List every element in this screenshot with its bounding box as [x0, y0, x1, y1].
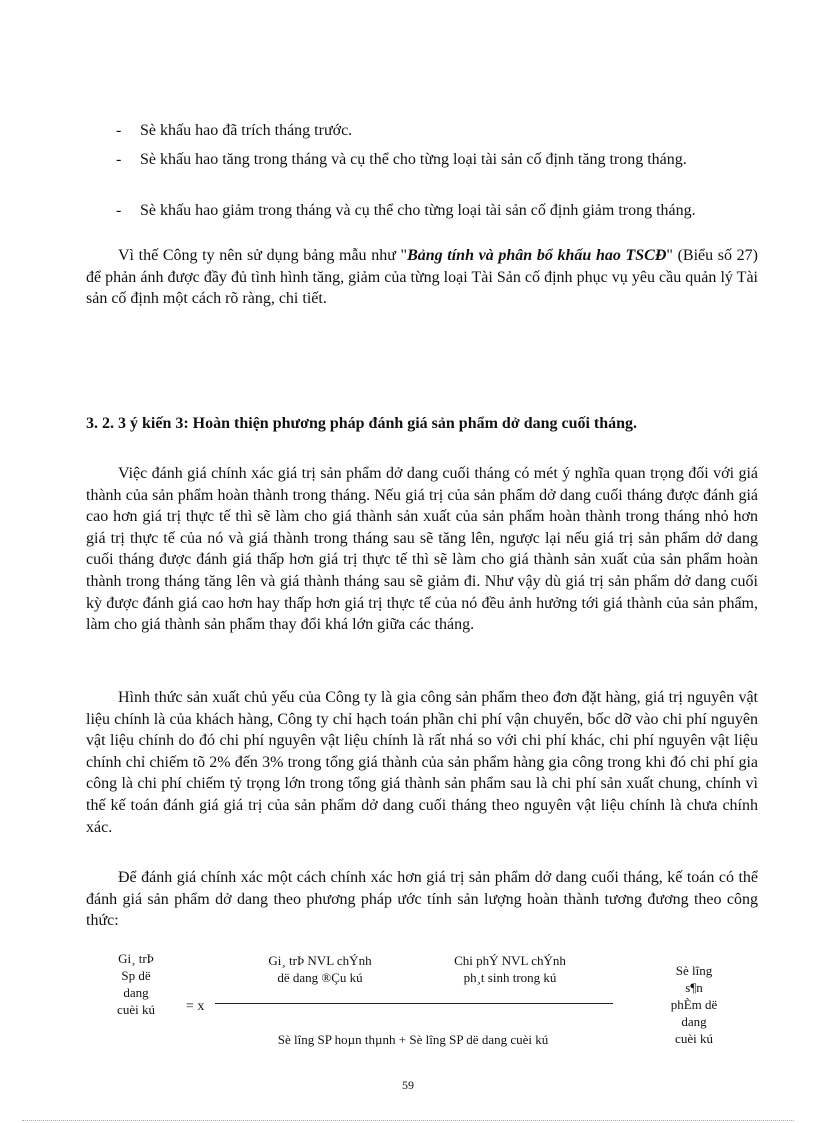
formula-text: Sp dë: [121, 968, 151, 983]
paragraph: Việc đánh giá chính xác giá trị sản phẩm dở dang cuối tháng có mét ý nghĩa quan trọng đối với giá thành của sản phẩm hoàn thành trong tháng. Nếu giá trị của sản phẩm dở dang cuối tháng được đánh giá cao hơn giá trị thực tế thì sẽ làm cho giá thành sản xuất của sản phẩm hoàn thành trong tháng nhỏ hơn giá trị thực tế của nó và giá thành trong tháng sau sẽ tăng lên, ngược lại nếu giá trị sản phẩm dở dang cuối tháng được đánh giá thấp hơn giá trị thực tế thì sẽ làm cho giá thành sản xuất của sản phẩm hoàn thành trong tháng tăng lên và giá thành tháng sau sẽ giảm đi. Như vậy dù giá trị sản phẩm dở dang cuối kỳ được đánh giá cao hơn hay thấp hơn giá trị thực tế của nó đều ảnh hưởng tới giá thành của sản phẩm, làm cho giá thành sản phẩm thay đổi khá lớn giữa các tháng.: [86, 465, 758, 634]
formula-text: dang: [681, 1014, 707, 1029]
formula-text: dë dang ®Çu kú: [277, 970, 363, 985]
bullet-dash: -: [116, 151, 122, 168]
formula-right-term: [656, 962, 732, 1047]
bullet-dash: -: [116, 202, 122, 219]
paragraph-intro: [86, 245, 758, 310]
section-heading: 3. 2. 3 ý kiến 3: Hoàn thiện phương pháp đánh giá sản phẩm dở dang cuối tháng.: [86, 415, 638, 432]
formula-text: phÈm dë: [670, 997, 718, 1012]
bullet-text: Sè khấu hao giảm trong tháng và cụ thể cho từng loại tài sản cố định giảm trong tháng.: [140, 202, 696, 219]
bullet-text: Sè khấu hao đã trích tháng trước.: [140, 122, 353, 139]
page-number: 59: [402, 1078, 414, 1092]
formula-equals: = x: [186, 999, 205, 1014]
formula-text: dang: [123, 985, 149, 1000]
formula-text: ph¸t sinh trong kú: [463, 970, 557, 985]
formula-text: Gi¸ trÞ NVL chÝnh: [268, 953, 372, 968]
formula-numerator-2: [430, 952, 590, 986]
formula-left-term: [96, 950, 176, 1018]
page-bottom-divider: [22, 1120, 794, 1121]
formula-text: cuèi kú: [117, 1002, 155, 1017]
paragraph: Hình thức sản xuất chủ yếu của Công ty là gia công sản phẩm theo đơn đặt hàng, giá trị nguyên vật liệu chính là của khách hàng, Công ty chỉ hạch toán phần chi phí vận chuyển, bốc dỡ vào chi phí nguyên vật liệu chính do đó chi phí nguyên vật liệu chính là rất nhá so với chi phí khác, chi phí nguyên vật liệu chính chỉ chiếm tõ 2% đến 3% trong tổng giá thành của sản phẩm hàng gia công trong khi đó chi phí gia công là chi phí chiếm tỷ trọng lớn trong tổng giá thành sản phẩm sau là chi phí sản xuất chung, chính vì thế kế toán đánh giá giá trị của sản phẩm dở dang cuối tháng theo nguyên vật liệu chính là chưa chính xác.: [86, 689, 758, 836]
emphasis-title: Bảng tính và phân bổ khấu hao TSCĐ: [407, 247, 667, 264]
formula-text: s¶n: [685, 980, 703, 995]
bullet-dash: -: [116, 122, 122, 139]
formula-text: cuèi kú: [675, 1031, 713, 1046]
formula-text: Chi phÝ NVL chÝnh: [454, 953, 566, 968]
bullet-text: Sè khấu hao tăng trong tháng và cụ thể cho từng loại tài sản cố định tăng trong tháng.: [140, 151, 687, 168]
fraction-line: [215, 1003, 613, 1004]
para-text: Vì thế Công ty nên sử dụng bảng mẫu như ": [118, 247, 408, 264]
formula-text: Sè lîng: [675, 963, 713, 978]
formula-denominator: Sè lîng SP hoµn thµnh + Sè lîng SP dë dang cuèi kú: [277, 1032, 549, 1047]
paragraph: Để đánh giá chính xác một cách chính xác hơn giá trị sản phẩm dở dang cuối tháng, kế toán có thể đánh giá sản phẩm dở dang theo phương pháp ước tính sản lượng hoàn thành tương đương theo công thức:: [86, 869, 758, 930]
para-text: " (Biểu số 27) để phản ánh được đầy đủ tình hình tăng, giảm của từng loại Tài Sản cố định phục vụ yêu cầu quản lý Tài sản cố định một cách rõ ràng, chi tiết.: [86, 247, 759, 308]
formula-numerator-1: [240, 952, 400, 986]
formula-text: Gi¸ trÞ: [118, 951, 154, 966]
